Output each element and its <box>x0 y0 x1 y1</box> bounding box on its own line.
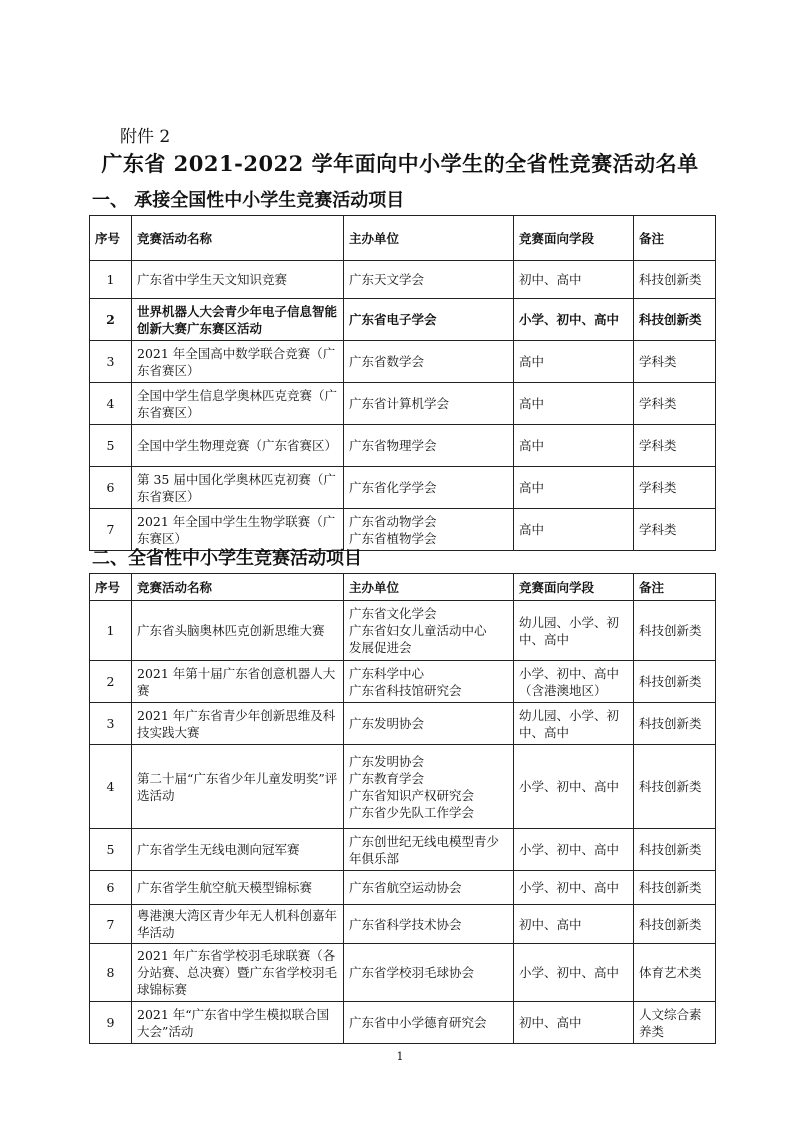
cell-note: 学科类 <box>634 425 716 467</box>
cell-level: 幼儿园、小学、初中、高中 <box>514 601 634 661</box>
cell-level: 高中 <box>514 467 634 509</box>
cell-org: 广东省物理学会 <box>344 425 514 467</box>
header-note: 备注 <box>634 216 716 261</box>
page-number: 1 <box>396 1050 404 1063</box>
attachment-label: 附件 2 <box>120 127 171 147</box>
cell-org: 广东省计算机学会 <box>344 383 514 425</box>
section2-table <box>89 573 716 1044</box>
cell-level: 高中 <box>514 509 634 551</box>
table-row <box>90 261 716 299</box>
header-level: 竞赛面向学段 <box>514 574 634 601</box>
cell-note: 科技创新类 <box>634 703 716 745</box>
cell-level: 小学、初中、高中 <box>514 829 634 871</box>
section1-table <box>89 215 716 551</box>
section2-heading: 二、全省性中小学生竞赛活动项目 <box>92 548 362 569</box>
cell-level: 小学、初中、高中 <box>514 944 634 1002</box>
cell-name: 2021 年广东省学校羽毛球联赛（各分站赛、总决赛）暨广东省学校羽毛球锦标赛 <box>132 944 344 1002</box>
cell-note: 科技创新类 <box>634 745 716 829</box>
cell-no: 4 <box>90 383 132 425</box>
table-row <box>90 467 716 509</box>
cell-level: 高中 <box>514 341 634 383</box>
header-no: 序号 <box>90 216 132 261</box>
cell-name: 2021 年全国中学生生物学联赛（广东赛区） <box>132 509 344 551</box>
cell-name: 第 35 届中国化学奥林匹克初赛（广东省赛区） <box>132 467 344 509</box>
cell-no: 1 <box>90 261 132 299</box>
cell-name: 世界机器人大会青少年电子信息智能创新大赛广东赛区活动 <box>132 299 344 341</box>
cell-org: 广东省电子学会 <box>344 299 514 341</box>
cell-level: 小学、初中、高中 <box>514 299 634 341</box>
cell-org: 广东省文化学会 广东省妇女儿童活动中心 发展促进会 <box>344 601 514 661</box>
cell-no: 3 <box>90 341 132 383</box>
table-header-row <box>90 216 716 261</box>
cell-note: 科技创新类 <box>634 261 716 299</box>
cell-no: 9 <box>90 1002 132 1044</box>
cell-org: 广东省学校羽毛球协会 <box>344 944 514 1002</box>
table-row <box>90 1002 716 1044</box>
cell-name: 粤港澳大湾区青少年无人机科创嘉年华活动 <box>132 905 344 944</box>
table-row <box>90 425 716 467</box>
cell-note: 科技创新类 <box>634 299 716 341</box>
cell-no: 5 <box>90 829 132 871</box>
cell-name: 第二十届“广东省少年儿童发明奖”评选活动 <box>132 745 344 829</box>
cell-note: 科技创新类 <box>634 661 716 703</box>
cell-level: 初中、高中 <box>514 1002 634 1044</box>
cell-org: 广东省科学技术协会 <box>344 905 514 944</box>
cell-org: 广东发明协会 广东教育学会 广东省知识产权研究会 广东省少先队工作学会 <box>344 745 514 829</box>
cell-name: 广东省学生无线电测向冠军赛 <box>132 829 344 871</box>
cell-org: 广东省动物学会 广东省植物学会 <box>344 509 514 551</box>
table-row <box>90 299 716 341</box>
cell-name: 2021 年“广东省中学生模拟联合国大会”活动 <box>132 1002 344 1044</box>
cell-level: 小学、初中、高中（含港澳地区） <box>514 661 634 703</box>
cell-org: 广东省数学会 <box>344 341 514 383</box>
cell-name: 全国中学生信息学奥林匹克竞赛（广东省赛区） <box>132 383 344 425</box>
cell-name: 全国中学生物理竞赛（广东省赛区） <box>132 425 344 467</box>
cell-name: 2021 年全国高中数学联合竞赛（广东省赛区） <box>132 341 344 383</box>
cell-note: 科技创新类 <box>634 601 716 661</box>
cell-name: 广东省中学生天文知识竞赛 <box>132 261 344 299</box>
table-header-row <box>90 574 716 601</box>
cell-no: 6 <box>90 871 132 905</box>
cell-org: 广东省中小学德育研究会 <box>344 1002 514 1044</box>
header-level: 竞赛面向学段 <box>514 216 634 261</box>
cell-note: 人文综合素养类 <box>634 1002 716 1044</box>
cell-org: 广东科学中心 广东省科技馆研究会 <box>344 661 514 703</box>
cell-note: 体育艺术类 <box>634 944 716 1002</box>
cell-level: 小学、初中、高中 <box>514 745 634 829</box>
table-row <box>90 905 716 944</box>
header-note: 备注 <box>634 574 716 601</box>
header-name: 竞赛活动名称 <box>132 216 344 261</box>
cell-org: 广东省化学学会 <box>344 467 514 509</box>
header-org: 主办单位 <box>344 216 514 261</box>
cell-level: 高中 <box>514 383 634 425</box>
header-name: 竞赛活动名称 <box>132 574 344 601</box>
cell-name: 广东省学生航空航天模型锦标赛 <box>132 871 344 905</box>
cell-no: 4 <box>90 745 132 829</box>
header-no: 序号 <box>90 574 132 601</box>
cell-no: 1 <box>90 601 132 661</box>
cell-level: 初中、高中 <box>514 261 634 299</box>
table-row <box>90 944 716 1002</box>
cell-note: 学科类 <box>634 509 716 551</box>
table-row <box>90 341 716 383</box>
cell-note: 学科类 <box>634 341 716 383</box>
cell-level: 小学、初中、高中 <box>514 871 634 905</box>
cell-no: 2 <box>90 661 132 703</box>
cell-level: 初中、高中 <box>514 905 634 944</box>
header-org: 主办单位 <box>344 574 514 601</box>
cell-name: 2021 年广东省青少年创新思维及科技实践大赛 <box>132 703 344 745</box>
cell-no: 7 <box>90 509 132 551</box>
cell-no: 5 <box>90 425 132 467</box>
cell-org: 广东创世纪无线电模型青少年俱乐部 <box>344 829 514 871</box>
cell-org: 广东天文学会 <box>344 261 514 299</box>
cell-no: 6 <box>90 467 132 509</box>
table-row <box>90 383 716 425</box>
cell-note: 科技创新类 <box>634 871 716 905</box>
cell-level: 幼儿园、小学、初中、高中 <box>514 703 634 745</box>
cell-no: 8 <box>90 944 132 1002</box>
cell-level: 高中 <box>514 425 634 467</box>
table-row <box>90 703 716 745</box>
cell-name: 2021 年第十届广东省创意机器人大赛 <box>132 661 344 703</box>
table-row <box>90 601 716 661</box>
cell-note: 学科类 <box>634 467 716 509</box>
table-row <box>90 745 716 829</box>
cell-org: 广东发明协会 <box>344 703 514 745</box>
document-title: 广东省 2021-2022 学年面向中小学生的全省性竞赛活动名单 <box>101 151 699 176</box>
cell-note: 科技创新类 <box>634 905 716 944</box>
section1-heading: 一、 承接全国性中小学生竞赛活动项目 <box>92 190 405 211</box>
table-row <box>90 661 716 703</box>
cell-no: 3 <box>90 703 132 745</box>
cell-no: 7 <box>90 905 132 944</box>
cell-note: 科技创新类 <box>634 829 716 871</box>
cell-note: 学科类 <box>634 383 716 425</box>
cell-org: 广东省航空运动协会 <box>344 871 514 905</box>
table-row <box>90 871 716 905</box>
cell-no: 2 <box>90 299 132 341</box>
table-row <box>90 829 716 871</box>
cell-name: 广东省头脑奥林匹克创新思维大赛 <box>132 601 344 661</box>
